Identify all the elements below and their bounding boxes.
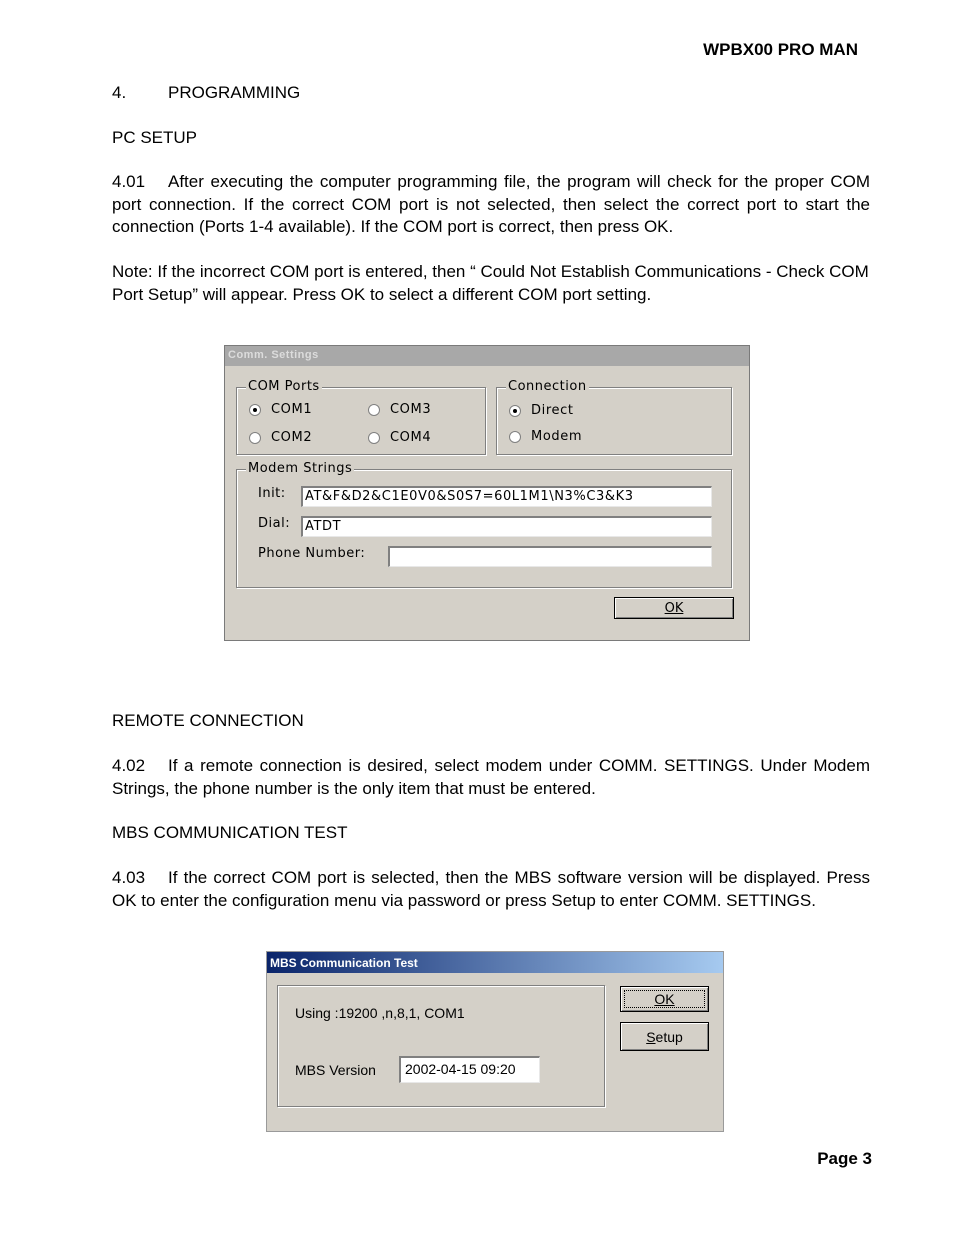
direct-radio[interactable] (509, 403, 574, 418)
modem-label: Modem (531, 429, 583, 444)
setup-button-label: Setup (646, 1028, 683, 1045)
mbs-communication-test-dialog (266, 951, 724, 1132)
phone-number-label: Phone Number: (258, 546, 366, 561)
paragraph-4-01 (112, 171, 870, 239)
paragraph-number: 4.01 (112, 172, 146, 191)
remote-connection-heading: REMOTE CONNECTION (112, 711, 304, 730)
note-paragraph: Note: If the incorrect COM port is entered, then “ Could Not Establish Communications - Check COM Port Setup” will appear. Press OK to select a different COM port setting. (112, 262, 869, 304)
com-ports-label: COM Ports (248, 379, 320, 394)
document-header: WPBX00 PRO MAN (703, 40, 858, 59)
radio-unselected-icon (368, 404, 380, 416)
com2-label: COM2 (271, 430, 313, 445)
mbs-version-field[interactable]: 2002-04-15 09:20 (399, 1056, 540, 1083)
modem-strings-label: Modem Strings (248, 461, 353, 476)
dialog-title-bar: MBS Communication Test (267, 952, 723, 973)
com1-label: COM1 (271, 402, 313, 417)
page-number: Page 3 (817, 1149, 872, 1168)
paragraph-4-02 (112, 755, 870, 800)
init-label: Init: (258, 486, 286, 501)
radio-unselected-icon (368, 432, 380, 444)
modem-radio[interactable] (509, 429, 582, 444)
paragraph-text: If the correct COM port is selected, then the MBS software version will be displayed. Press OK to enter the configuration menu via password or press Setup to enter COMM. SETTINGS. (112, 868, 870, 910)
com4-radio[interactable] (368, 430, 431, 445)
paragraph-text: After executing the computer programming file, the program will check for the proper COM port connection. If the correct COM port is not selected, then select the correct port to start the connection (Ports 1-4 available). If the COM port is correct, then press OK. (112, 172, 870, 236)
phone-number-field[interactable] (388, 546, 712, 567)
com3-label: COM3 (390, 402, 432, 417)
paragraph-4-03 (112, 867, 870, 912)
dial-field[interactable]: ATDT (301, 516, 712, 537)
setup-button[interactable] (620, 1022, 709, 1051)
com1-radio[interactable] (249, 402, 312, 417)
ok-button[interactable] (620, 986, 709, 1012)
direct-label: Direct (531, 403, 574, 418)
com3-radio[interactable] (368, 402, 431, 417)
using-text: Using :19200 ,n,8,1, COM1 (295, 1005, 465, 1021)
radio-unselected-icon (509, 431, 521, 443)
dialog-title-bar: Comm. Settings (225, 346, 749, 366)
mbs-version-label: MBS Version (295, 1062, 376, 1078)
connection-label: Connection (508, 379, 587, 394)
paragraph-number: 4.03 (112, 868, 146, 887)
ok-button-label: OK (654, 991, 675, 1007)
section-title (112, 82, 870, 105)
section-number: 4. (112, 83, 127, 102)
paragraph-number: 4.02 (112, 756, 146, 775)
modem-strings-group (236, 461, 732, 588)
com-ports-group (236, 379, 486, 455)
com2-radio[interactable] (249, 430, 312, 445)
init-field[interactable]: AT&F&D2&C1E0V0&S0S7=60L1M1\N3%C3&K3 (301, 486, 712, 507)
mbs-test-heading: MBS COMMUNICATION TEST (112, 823, 348, 842)
paragraph-text: If a remote connection is desired, select modem under COMM. SETTINGS. Under Modem Strings, the phone number is the only item that must be entered. (112, 756, 870, 798)
mbs-info-group (277, 985, 605, 1107)
com4-label: COM4 (390, 430, 432, 445)
connection-group (496, 379, 732, 455)
dial-label: Dial: (258, 516, 291, 531)
radio-selected-icon (509, 405, 521, 417)
radio-selected-icon (249, 404, 261, 416)
radio-unselected-icon (249, 432, 261, 444)
comm-settings-dialog (224, 345, 750, 641)
section-name: PROGRAMMING (168, 83, 301, 102)
ok-button-label: OK (664, 600, 684, 616)
pc-setup-heading: PC SETUP (112, 128, 198, 147)
ok-button[interactable] (614, 597, 734, 619)
